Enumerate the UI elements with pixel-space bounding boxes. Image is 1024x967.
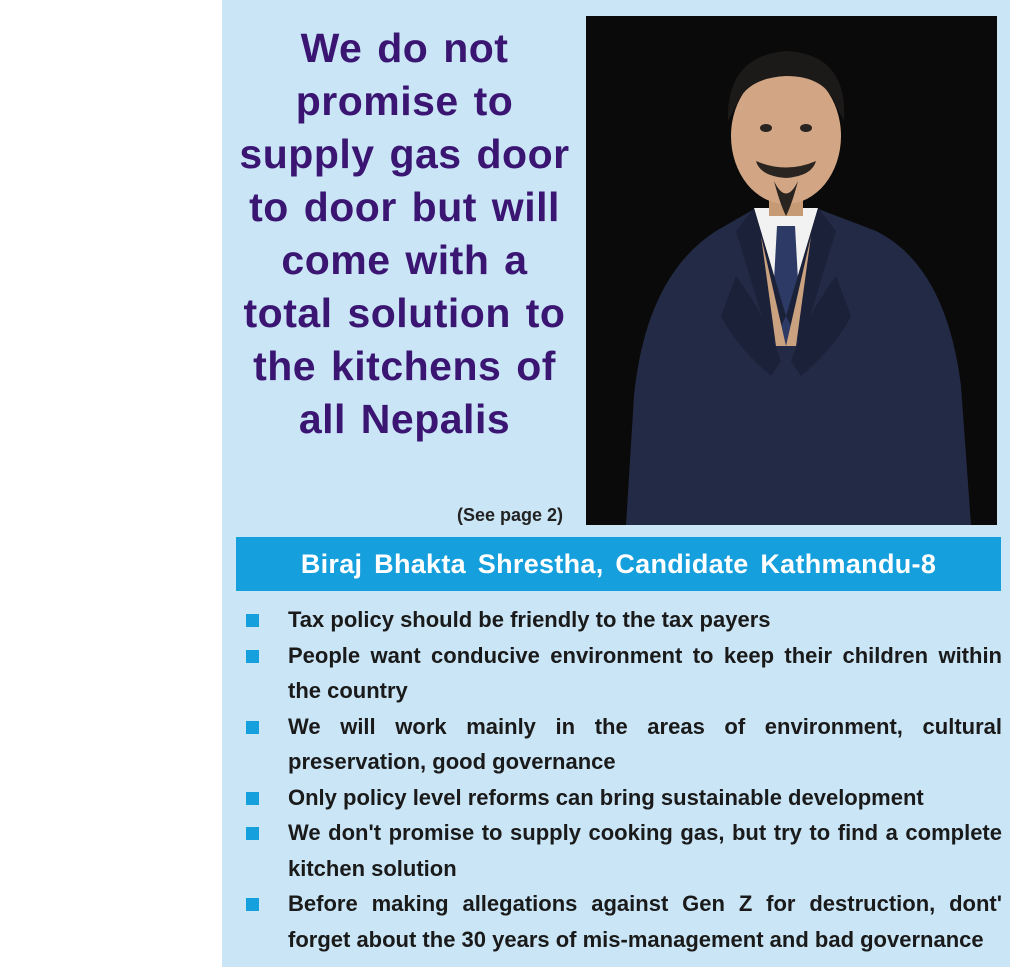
headline: We do not promise to supply gas door to door but will come with a total solution to the kitchens of all Nepalis [239, 25, 570, 442]
list-item [240, 709, 1002, 780]
list-item-text: Before making allegations against Gen Z for destruction, dont' forget about the 30 years of mis-management and bad governance [288, 891, 1002, 952]
list-item [240, 602, 1002, 638]
square-bullet-icon [246, 792, 259, 805]
key-points-list [240, 602, 1002, 957]
candidate-banner: Biraj Bhakta Shrestha, Candidate Kathmandu-8 [236, 537, 1001, 591]
list-item [240, 886, 1002, 957]
list-item [240, 780, 1002, 816]
candidate-photo [586, 16, 997, 525]
square-bullet-icon [246, 614, 259, 627]
list-item [240, 638, 1002, 709]
list-item-text: We will work mainly in the areas of environment, cultural preservation, good governance [288, 713, 1002, 774]
portrait-illustration [586, 16, 997, 525]
square-bullet-icon [246, 827, 259, 840]
list-item-text: We don't promise to supply cooking gas, but try to find a complete kitchen solution [288, 820, 1002, 881]
list-item-text: Tax policy should be friendly to the tax payers [288, 607, 771, 632]
square-bullet-icon [246, 650, 259, 663]
list-item-text: Only policy level reforms can bring sustainable development [288, 784, 924, 810]
list-item [240, 815, 1002, 886]
list-item-text: People want conducive environment to keep their children within the country [288, 642, 1002, 703]
see-page-reference: (See page 2) [456, 505, 564, 525]
square-bullet-icon [246, 898, 259, 911]
square-bullet-icon [246, 721, 259, 734]
